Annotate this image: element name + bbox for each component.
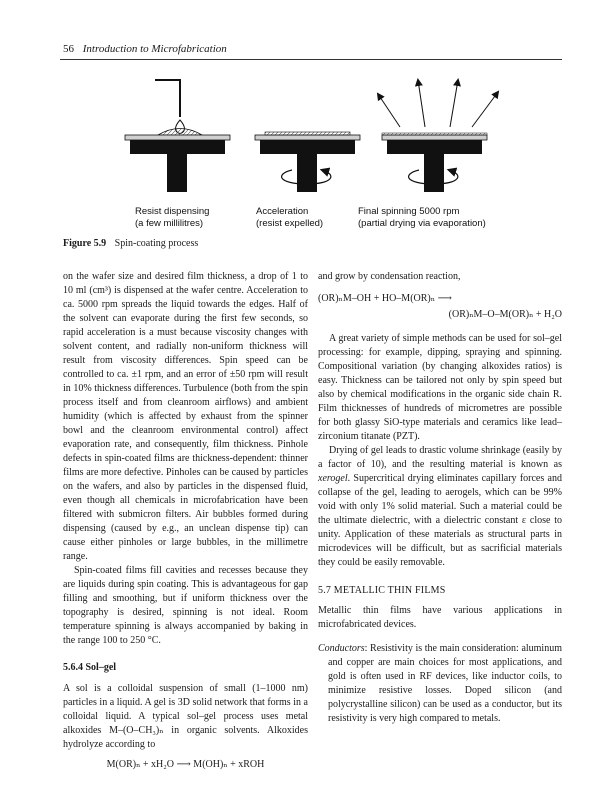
evaporation-arrow-icon [472, 92, 498, 127]
condensation-equation-line2: (OR)ₙM–O–M(OR)ₙ + H₂O [448, 309, 562, 320]
paragraph: Metallic thin films have various applications in microfabricated devices. [318, 605, 562, 630]
panel-dispensing [125, 80, 230, 192]
chuck-top [260, 140, 355, 154]
page-number: 56 [63, 43, 74, 55]
panel-final-spinning [378, 80, 498, 192]
chuck-top [387, 140, 482, 154]
figure-label-line2: (a few millilitres) [135, 218, 204, 229]
paragraph-text: Drying of gel leads to drastic volume shrinkage (easily by a factor of 10), and the resulting material is known as [318, 445, 562, 470]
hydrolysis-equation: M(OR)ₙ + xH₂O ⟶ M(OH)ₙ + xROH [106, 759, 265, 770]
chuck-top [130, 140, 225, 154]
left-column [63, 270, 308, 778]
paragraph-conductors [318, 642, 562, 726]
figure-label-final-spinning [358, 206, 486, 230]
paragraph-text: . Supercritical drying eliminates capillary forces and collapse of the gel, leading to aerogels, which can be 99% void with only 1% solid material. Such a material could be the ultimate dielectric, with a dielectric constant ε close to unity. Application of these materials as structural parts in microdevices will be difficult, but as sacrificial materials they could be easily removable. [318, 473, 562, 568]
figure-label-dispensing [135, 206, 209, 230]
resist-film [265, 132, 350, 135]
paragraph: and grow by condensation reaction, [318, 271, 461, 282]
dispense-nozzle [155, 80, 180, 117]
chuck-shaft [167, 154, 187, 192]
figure-label-acceleration [256, 206, 323, 230]
xerogel-term: xerogel [318, 473, 348, 484]
figure-label-line1: Final spinning 5000 rpm [358, 206, 460, 217]
resist-film [382, 133, 487, 135]
figure-label-line1: Acceleration [256, 206, 309, 217]
panel-acceleration [255, 132, 360, 192]
figure-caption [63, 238, 198, 249]
header-rule [60, 59, 562, 60]
chuck-shaft [297, 154, 317, 192]
paragraph: on the wafer size and desired film thickness, a drop of 1 to 10 ml (cm³) is dispensed at the wafer centre. Acceleration to ca. 5000 rpm spreads the liquid towards the edges. Half of the solvent can evaporate during the first few seconds, so rapid acceleration is a must because viscosity changes with solvent content, and radially non-uniform thickness will result from viscosity differences. Spin speed can be controlled to ca. ±1 rpm, and an error of ±50 rpm will result in 10% thickness differences. Turbulence (both from the spin process itself and from cleanroom airflows) and ambient humidity (which is affected by exhaust from the spinner bowl and the cleanroom environmental control) affect evaporation rate, and consequently, film thickness. Pinhole defects in spin-coated films are thickness-dependent: thinner films are more defective. Pinholes can be caused by particles on the wafers, and also by particles in the dispensed fluid, even though all chemicals in microfabrication have been filtered with submicron filters. Air bubbles formed during dispensing (caused by e.g., an unclean dispense tip) can cause either pinholes or large bubbles, in the millimetre range. [63, 271, 308, 562]
figure-label-line2: (resist expelled) [256, 218, 324, 229]
chuck-shaft [424, 154, 444, 192]
wafer [125, 135, 230, 140]
wafer [382, 135, 487, 140]
section-heading-sol-gel: 5.6.4 Sol–gel [63, 662, 117, 673]
running-title: Introduction to Microfabrication [82, 43, 227, 55]
conductors-term: Conductors [318, 643, 365, 654]
figure-label-line2: (partial drying via evaporation) [358, 218, 486, 229]
paragraph [318, 444, 562, 570]
evaporation-arrow-icon [378, 94, 400, 127]
condensation-equation-line1: (OR)ₙM–OH + HO–M(OR)ₙ ⟶ [318, 293, 452, 304]
figure-caption-label: Figure 5.9 [63, 238, 107, 249]
section-title-metallic-thin-films: 5.7 METALLIC THIN FILMS [318, 585, 446, 596]
figure-label-line1: Resist dispensing [135, 206, 210, 217]
resist-puddle [158, 129, 202, 136]
right-column [318, 270, 562, 726]
running-header [63, 43, 227, 55]
figure-caption-text: Spin-coating process [114, 238, 199, 249]
evaporation-arrow-icon [450, 80, 458, 127]
paragraph-text: : Resistivity is the main consideration: aluminum and copper are main choices for most applications, and gold is often used in RF devices, like inductor coils, to minimize resistive losses. Doped silicon (and polycrystalline silicon) can be used as a conductor, but its resistivity is very high compared to metals. [328, 643, 562, 724]
paragraph: Spin-coated films fill cavities and recesses because they are liquids during spin coating. This is advantageous for gap filling and smoothing, but if uniform thickness over the topography is desired, spinning is not ideal. Room temperature spinning is always accompanied by baking in the range 100 to 250 °C. [63, 565, 308, 646]
evaporation-arrow-icon [418, 80, 425, 127]
paragraph: A great variety of simple methods can be used for sol–gel processing: for example, dipping, spraying and spinning. Compositional variation (by changing alkoxides ratios) is easy. Thickness can be tailored not only by spin speed but also by chemical modifications in the organic side chain R. Film thicknesses of hundreds of micrometres are possible for both glassy SiO-type materials and ceramics like lead–zirconium titanate (PZT). [318, 333, 562, 442]
paragraph: A sol is a colloidal suspension of small (1–1000 nm) particles in a liquid. A gel is 3D solid network that forms in a colloidal liquid. A typical sol–gel process uses metal alkoxides M–(O–CH₃)ₙ in organic solvents. Alkoxides hydrolyze according to [63, 683, 308, 750]
wafer [255, 135, 360, 140]
